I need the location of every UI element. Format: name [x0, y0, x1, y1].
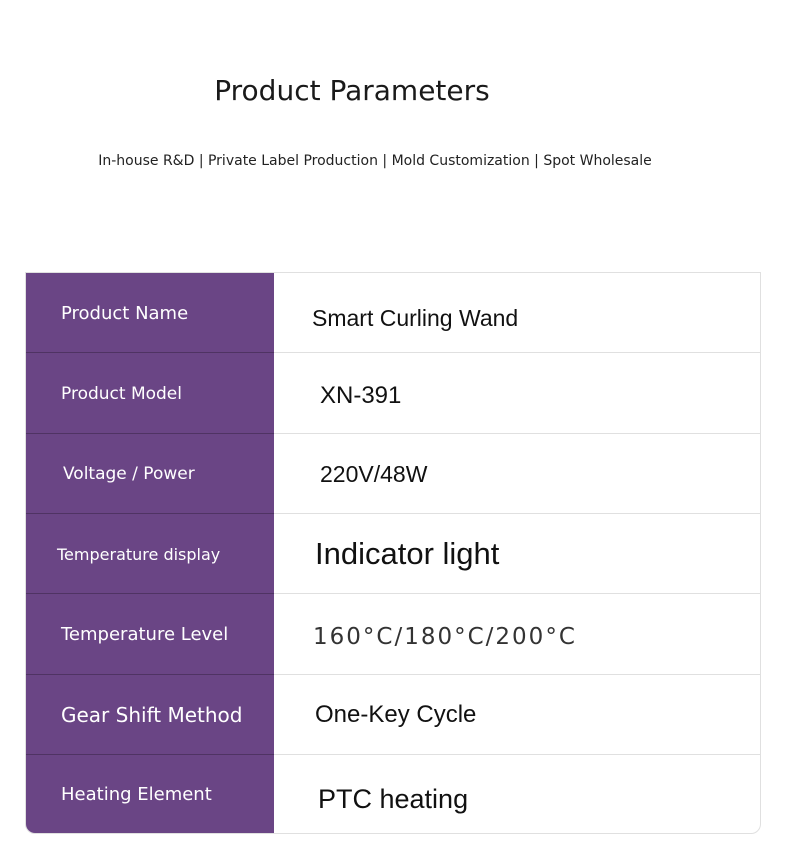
param-row-gear-shift-method [26, 675, 760, 755]
param-label: Product Model [61, 383, 182, 404]
param-value: 160°C/180°C/200°C [313, 623, 577, 650]
param-row-temperature-display [26, 514, 760, 594]
parameters-table [25, 272, 761, 834]
param-value: PTC heating [318, 783, 469, 814]
page-title: Product Parameters [214, 74, 490, 107]
param-label: Heating Element [61, 783, 212, 805]
param-row-product-name [26, 273, 760, 353]
param-value: Smart Curling Wand [312, 304, 519, 331]
page-subtitle: In-house R&D | Private Label Production | Mold Customization | Spot Wholesale [98, 153, 652, 169]
param-value: 220V/48W [320, 460, 428, 487]
param-label: Voltage / Power [63, 464, 195, 484]
param-row-temperature-level [26, 594, 760, 675]
param-label: Temperature Level [61, 624, 229, 645]
param-label: Product Name [61, 302, 189, 324]
param-row-product-model [26, 353, 760, 434]
param-value: Indicator light [315, 536, 500, 571]
param-value: XN-391 [320, 381, 402, 409]
param-label: Gear Shift Method [61, 703, 243, 727]
param-row-heating-element [26, 755, 760, 833]
param-label: Temperature display [57, 544, 221, 564]
param-value: One-Key Cycle [315, 701, 477, 728]
param-row-voltage-power [26, 434, 760, 514]
